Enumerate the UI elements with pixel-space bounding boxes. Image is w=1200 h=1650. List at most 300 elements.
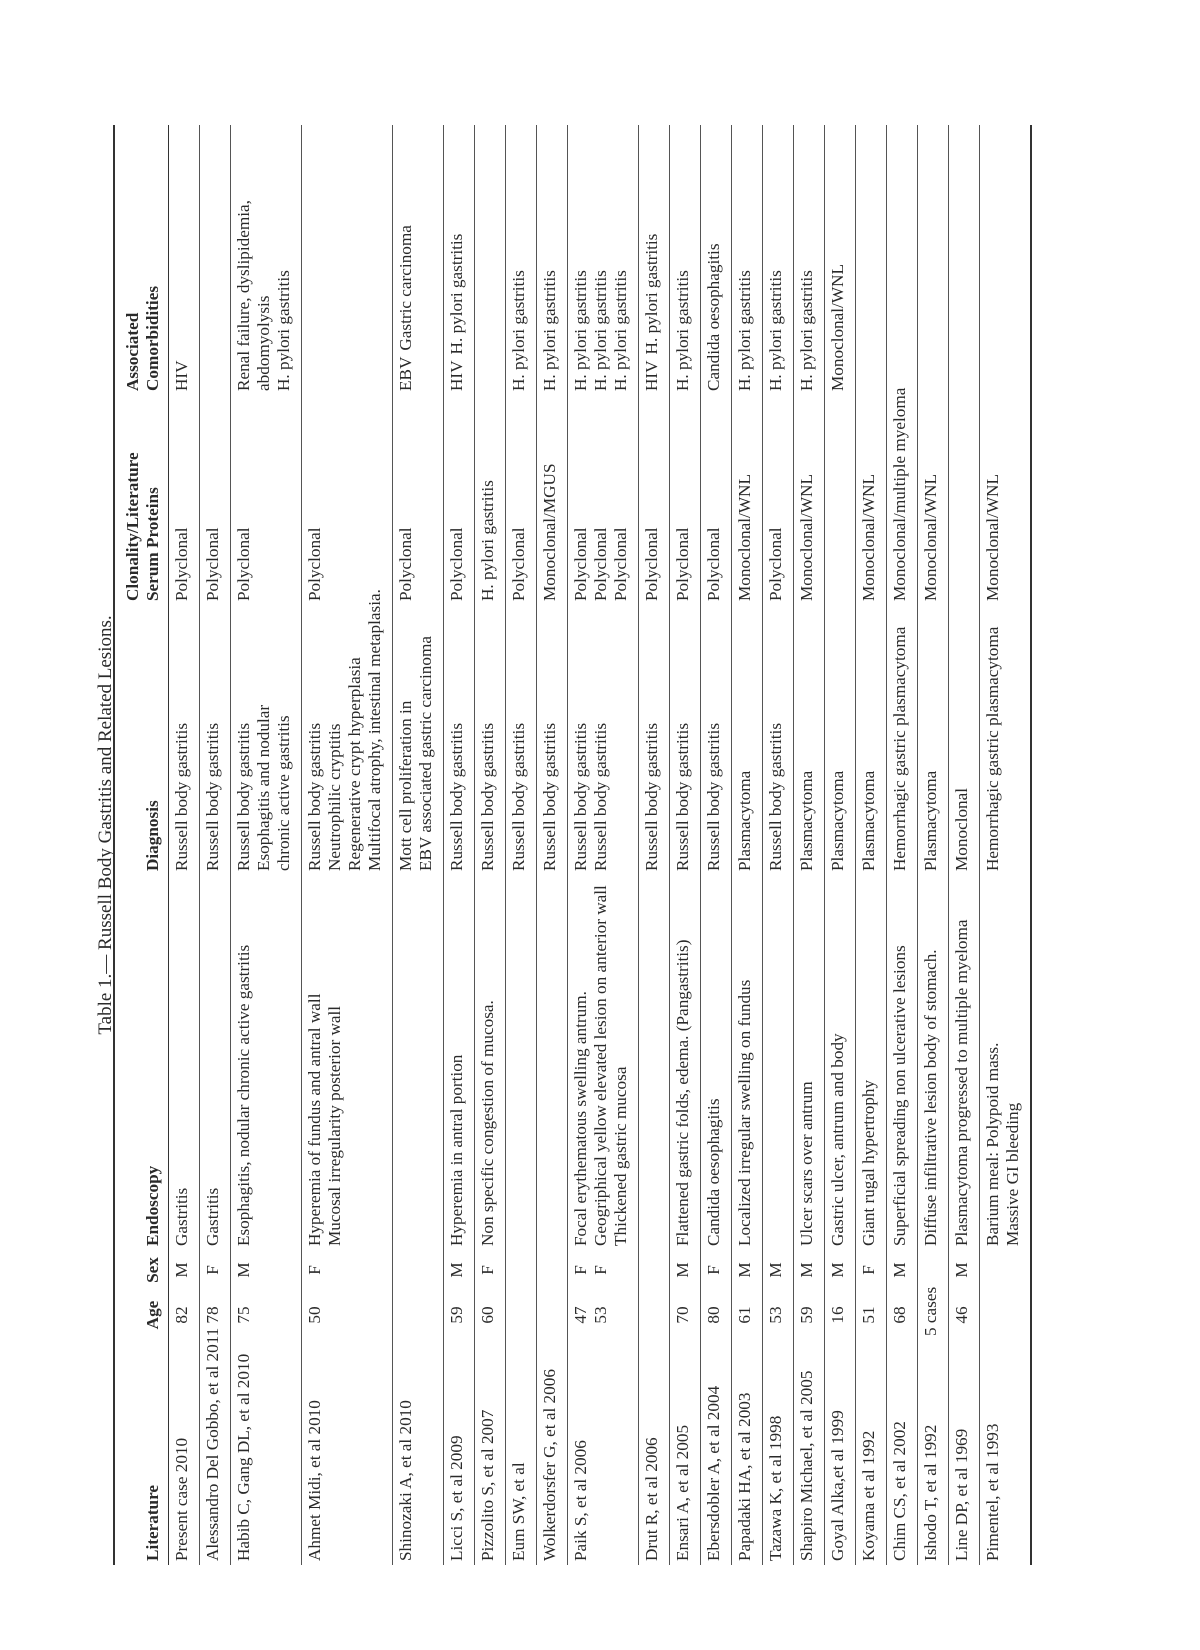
cell-sex [825,1250,856,1290]
cell-clonality [763,395,794,605]
diagnosis-line: Plasmacytoma [828,770,847,871]
literature-text: Papadaki HA, et al 2003 [735,1392,754,1561]
diagnosis-line: Russell body gastritis [540,722,559,871]
cell-age [887,1290,918,1340]
clonality-line: Polyclonal [203,527,222,601]
cell-endoscopy [763,875,794,1250]
cell-clonality [200,395,231,605]
endoscopy-line: Hyperemia of fundus and antral wall [305,993,324,1246]
age-line: 80 [704,1306,723,1324]
cell-age [670,1290,701,1340]
cell-comorbidities [763,125,794,395]
cell-endoscopy [670,875,701,1250]
table-row [732,125,763,1565]
diagnosis-line: Russell body gastritis [704,722,723,871]
cell-age [231,1290,302,1340]
cell-endoscopy [949,875,980,1250]
sex-line: M [447,1262,466,1278]
literature-text: Ebersdobler A, et al 2004 [704,1385,723,1561]
comorbidities-line: H. pylori gastritis [591,270,610,391]
sex-line: F [571,1265,590,1275]
endoscopy-line: Localized irregular swelling on fundus [735,979,754,1246]
cell-sex [887,1250,918,1290]
header-comorbidities [114,125,169,395]
cell-comorbidities [670,125,701,395]
clonality-line: Monoclonal/multiple myeloma [890,387,909,601]
comorbidities-line: H. pylori gastritis [766,270,785,391]
age-line: 47 [571,1306,590,1324]
cell-literature [506,1340,537,1565]
diagnosis-line: Russell body gastritis [478,722,497,871]
cell-endoscopy [393,875,444,1250]
literature-text: Line DP, et al 1969 [952,1428,971,1561]
header-clonality-line2: Serum Proteins [143,487,162,601]
header-diagnosis: Diagnosis [143,800,162,871]
header-literature: Literature [143,1484,162,1561]
table-row [639,125,670,1565]
table-row [169,125,200,1565]
cell-diagnosis [537,605,568,875]
diagnosis-line: Russell body gastritis [172,722,191,871]
cell-age [794,1290,825,1340]
cell-clonality [949,395,980,605]
cell-sex [670,1250,701,1290]
table-row [200,125,231,1565]
header-clonality [114,395,169,605]
clonality-line: Monoclonal/MGUS [540,463,559,601]
age-line: 78 [203,1306,222,1324]
cell-endoscopy [231,875,302,1250]
cell-sex [763,1250,794,1290]
cell-comorbidities [302,125,393,395]
table-row [701,125,732,1565]
cell-diagnosis [444,605,475,875]
cell-literature [302,1340,393,1565]
sex-line: M [890,1262,909,1278]
cell-sex [732,1250,763,1290]
comorbidity-combined [396,129,416,391]
literature-text: Wolkerdorsfer G, et al 2006 [540,1369,559,1561]
cell-comorbidities [200,125,231,395]
cell-comorbidities [444,125,475,395]
cell-diagnosis [506,605,537,875]
cell-endoscopy [444,875,475,1250]
table-row [794,125,825,1565]
age-line: 61 [735,1306,754,1324]
table-caption: Table 1.— Russell Body Gastritis and Related Lesions. [95,615,116,1035]
diagnosis-line: Plasmacytoma [735,770,754,871]
diagnosis-line: Russell body gastritis [203,722,222,871]
literature-text: Koyama et al 1992 [859,1430,878,1561]
literature-text: Habib C, Gang DL, et al 2010 [234,1353,253,1561]
comorbidities-line: H. pylori gastritis [509,270,528,391]
cell-diagnosis [701,605,732,875]
endoscopy-line: Plasmacytoma progressed to multiple myeloma [952,919,971,1246]
cell-age [763,1290,794,1340]
cell-age [568,1290,639,1340]
diagnosis-line: Russell body gastritis [673,722,692,871]
cell-diagnosis [763,605,794,875]
cell-comorbidities [980,125,1032,395]
comorbidities-line: Monoclonal/WNL [828,264,847,391]
clonality-line: Polyclonal [766,527,785,601]
cell-diagnosis [794,605,825,875]
header-comorbidities-line2: Comorbidities [143,285,162,391]
table-row [763,125,794,1565]
cell-clonality [393,395,444,605]
clonality-line: Polyclonal [172,527,191,601]
cell-literature [475,1340,506,1565]
cell-diagnosis [393,605,444,875]
diagnosis-line: Neutrophilic cryptitis [325,723,344,871]
cell-literature [169,1340,200,1565]
cell-clonality [887,387,918,605]
endoscopy-line: Geogriphical yellow elevated lesion on anterior wall [591,885,610,1246]
cell-comorbidities [537,125,568,395]
table-row [918,125,949,1565]
comorbidities-line: H. pylori gastritis [735,270,754,391]
cell-sex [568,1250,639,1290]
cell-sex [918,1250,949,1290]
cell-diagnosis [231,605,302,875]
cell-diagnosis [887,605,918,875]
literature-text: Present case 2010 [172,1437,191,1561]
cell-sex [949,1250,980,1290]
cell-endoscopy [302,875,393,1250]
age-line: 50 [305,1306,324,1324]
comorbidities-line: H. pylori gastritis [797,270,816,391]
table-row [231,125,302,1565]
age-line: 59 [447,1306,466,1324]
diagnosis-line: Russell body gastritis [447,722,466,871]
cell-diagnosis [670,605,701,875]
cell-literature [980,1340,1032,1565]
cell-endoscopy [856,875,887,1250]
comorbidity-combined [642,129,662,391]
cell-diagnosis [568,605,639,875]
header-clonality-line1: Clonality/Literature [123,452,142,601]
diagnosis-line: Mott cell proliferation in [396,700,415,871]
clonality-line: Polyclonal [396,527,415,601]
endoscopy-line: Massive GI bleeding [1003,1102,1022,1246]
cell-literature [444,1340,475,1565]
cell-sex [537,1250,568,1290]
cell-clonality [537,395,568,605]
comorbidities-line: H. pylori gastritis [274,270,293,391]
endoscopy-line: Gastric ulcer, antrum and body [828,1033,847,1246]
endoscopy-line: Non specific congestion of mucosa. [478,1000,497,1246]
cell-literature [918,1340,949,1565]
cell-comorbidities [701,125,732,395]
cell-comorbidities [393,125,444,395]
cell-endoscopy [732,875,763,1250]
cell-endoscopy [568,875,639,1250]
sex-line: F [305,1265,324,1275]
cell-sex [639,1250,670,1290]
cell-endoscopy [537,875,568,1250]
cell-comorbidities [231,125,302,395]
age-line: 60 [478,1306,497,1324]
cell-age [949,1290,980,1340]
cell-clonality [794,395,825,605]
sex-line: F [591,1265,610,1275]
diagnosis-line: Regenerative crypt hyperplasia [345,657,364,871]
cell-literature [537,1340,568,1565]
clonality-line: Polyclonal [509,527,528,601]
sex-line: F [859,1265,878,1275]
table-body [169,125,1032,1565]
cell-sex [200,1250,231,1290]
cell-endoscopy [639,875,670,1250]
clonality-line: Monoclonal/WNL [797,474,816,601]
comorbidity-infection: HIV [447,360,466,391]
header-age: Age [143,1300,162,1330]
cell-clonality [639,395,670,605]
comorbidity-condition: Gastric carcinoma [396,225,415,351]
cell-comorbidities [794,125,825,395]
cell-clonality [475,395,506,605]
comorbidity-combined [447,129,467,391]
cell-age [918,1286,949,1340]
cell-comorbidities [825,125,856,395]
cell-diagnosis [732,605,763,875]
diagnosis-line: Russell body gastritis [766,722,785,871]
cell-sex [169,1250,200,1290]
cell-endoscopy [794,875,825,1250]
endoscopy-line: Flattened gastric folds, edema. (Pangastritis) [673,939,692,1246]
cell-sex [701,1250,732,1290]
sex-line: M [172,1262,191,1278]
cell-clonality [701,395,732,605]
cell-clonality [231,395,302,605]
cell-sex [393,1250,444,1290]
endoscopy-line: Ulcer scars over antrum [797,1081,816,1246]
cell-sex [980,1250,1032,1290]
cell-diagnosis [639,605,670,875]
cell-endoscopy [506,875,537,1250]
table-row [506,125,537,1565]
endoscopy-line: Focal erythematous swelling antrum. [571,991,590,1246]
cell-literature [856,1340,887,1565]
age-line: 16 [828,1306,847,1324]
age-line: 59 [797,1306,816,1324]
clonality-line: Monoclonal/WNL [921,474,940,601]
table-row [568,125,639,1565]
cell-age [537,1290,568,1340]
endoscopy-line: Hyperemia in antral portion [447,1054,466,1246]
diagnosis-line: Russell body gastritis [571,722,590,871]
cell-endoscopy [169,875,200,1250]
sex-line: M [952,1262,971,1278]
age-line: 5 cases [921,1286,940,1336]
cell-clonality [856,395,887,605]
cell-clonality [169,395,200,605]
clonality-line: Polyclonal [305,527,324,601]
comorbidities-line: H. pylori gastritis [540,270,559,391]
diagnosis-line: EBV associated gastric carcinoma [416,636,435,871]
literature-text: Goyal Alka,et al 1999 [828,1410,847,1561]
table-row [980,125,1032,1565]
cell-literature [887,1340,918,1565]
diagnosis-line: Multifocal atrophy, intestinal metaplasia. [365,589,384,871]
comorbidities-line: H. pylori gastritis [673,270,692,391]
cell-literature [825,1340,856,1565]
endoscopy-line: Gastritis [172,1187,191,1246]
endoscopy-line: Barium meal: Polypoid mass. [983,1042,1002,1246]
comorbidities-line: H. pylori gastritis [571,270,590,391]
cell-endoscopy [918,875,949,1250]
clonality-line: Polyclonal [234,527,253,601]
age-line: 68 [890,1306,909,1324]
clonality-line: Monoclonal/WNL [859,474,878,601]
table-row [856,125,887,1565]
diagnosis-line: Russell body gastritis [642,722,661,871]
cell-endoscopy [701,875,732,1250]
clonality-line: Monoclonal/WNL [735,474,754,601]
cell-age [639,1290,670,1340]
cell-literature [701,1340,732,1565]
endoscopy-line: Diffuse infiltrative lesion body of stomach. [921,949,940,1246]
sex-line: F [478,1265,497,1275]
literature-text: Chim CS, et al 2002 [890,1421,909,1561]
cell-comorbidities [732,125,763,395]
cell-clonality [444,395,475,605]
cell-comorbidities [475,125,506,395]
clonality-line: Monoclonal/WNL [983,474,1002,601]
header-sex: Sex [143,1257,162,1283]
cell-comorbidities [169,125,200,395]
cell-literature [670,1340,701,1565]
cell-clonality [670,395,701,605]
age-line: 53 [766,1306,785,1324]
table-row [887,125,918,1565]
cell-age [506,1290,537,1340]
diagnosis-line: Esophagitis and nodular [254,704,273,871]
cell-age [856,1290,887,1340]
cell-comorbidities [949,125,980,395]
literature-text: Eum SW, et al [509,1462,528,1561]
table-row [393,125,444,1565]
cell-literature [200,1327,231,1565]
cell-sex [506,1250,537,1290]
sex-line: M [828,1262,847,1278]
cell-age [825,1290,856,1340]
cell-age [475,1290,506,1340]
cell-comorbidities [639,125,670,395]
comorbidities-line: HIV [172,360,191,391]
cell-literature [794,1340,825,1565]
literature-text: Ahmet Midi, et al 2010 [305,1400,324,1561]
literature-text: Ensari A, et al 2005 [673,1424,692,1561]
cell-comorbidities [856,125,887,395]
cell-diagnosis [475,605,506,875]
clonality-line: Polyclonal [591,527,610,601]
cell-age [701,1290,732,1340]
cell-age [980,1290,1032,1340]
age-line: 53 [591,1306,610,1324]
diagnosis-line: chronic active gastritis [274,715,293,871]
cell-clonality [918,395,949,605]
cell-comorbidities [568,125,639,395]
clonality-line: Polyclonal [571,527,590,601]
table-row [670,125,701,1565]
cell-diagnosis [918,605,949,875]
cell-clonality [506,395,537,605]
cell-age [732,1290,763,1340]
age-line: 82 [172,1306,191,1324]
cell-literature [763,1340,794,1565]
literature-text: Ishodo T, et al 1992 [921,1424,940,1561]
diagnosis-line: Plasmacytoma [921,770,940,871]
endoscopy-line: Candida oesophagitis [704,1098,723,1246]
literature-text: Shinozaki A, et al 2010 [396,1400,415,1561]
sex-line: M [673,1262,692,1278]
diagnosis-line: Russell body gastritis [234,722,253,871]
cell-diagnosis [200,605,231,875]
diagnosis-line: Monoclonal [952,787,971,871]
endoscopy-line: Gastritis [203,1187,222,1246]
sex-line: M [797,1262,816,1278]
comorbidities-line: abdomyolysis [254,295,273,391]
cell-clonality [732,395,763,605]
cell-diagnosis [980,605,1032,875]
cell-sex [231,1250,302,1290]
comorbidities-line: Candida oesophagitis [704,243,723,391]
cell-diagnosis [949,605,980,875]
cell-sex [856,1250,887,1290]
table-row [302,125,393,1565]
sex-line: F [203,1265,222,1275]
age-line: 46 [952,1306,971,1324]
cell-endoscopy [475,875,506,1250]
cell-literature [231,1340,302,1565]
diagnosis-line: Plasmacytoma [859,770,878,871]
sex-line: M [234,1262,253,1278]
cell-sex [794,1250,825,1290]
literature-text: Pimentel, et al 1993 [983,1423,1002,1561]
cell-sex [444,1250,475,1290]
cell-sex [475,1250,506,1290]
age-line: 75 [234,1306,253,1324]
cell-literature [393,1340,444,1565]
endoscopy-line: Thickened gastric mucosa [611,1066,630,1246]
diagnosis-line: Russell body gastritis [509,722,528,871]
comorbidity-condition: H. pylori gastritis [447,233,466,355]
cell-endoscopy [825,875,856,1250]
cell-clonality [568,395,639,605]
diagnosis-line: Hemorrhagic gastric plasmacytoma [890,626,909,871]
header-comorbidities-line1: Associated [123,312,142,391]
sex-line: M [766,1262,785,1278]
age-line: 70 [673,1306,692,1324]
cell-age [302,1290,393,1340]
cell-endoscopy [980,875,1032,1250]
cell-diagnosis [856,605,887,875]
cell-diagnosis [302,589,393,875]
cell-literature [949,1340,980,1565]
table-row [444,125,475,1565]
literature-text: Drut R, et al 2006 [642,1437,661,1561]
diagnosis-line: Russell body gastritis [591,722,610,871]
literature-text: Alessandro Del Gobbo, et al 2011 [203,1327,222,1561]
endoscopy-line: Esophagitis, nodular chronic active gastritis [234,944,253,1246]
header-endoscopy: Endoscopy [143,1165,162,1246]
sex-line: M [735,1262,754,1278]
cell-diagnosis [825,605,856,875]
age-line: 51 [859,1306,878,1324]
table-row [475,125,506,1565]
diagnosis-line: Russell body gastritis [305,722,324,871]
